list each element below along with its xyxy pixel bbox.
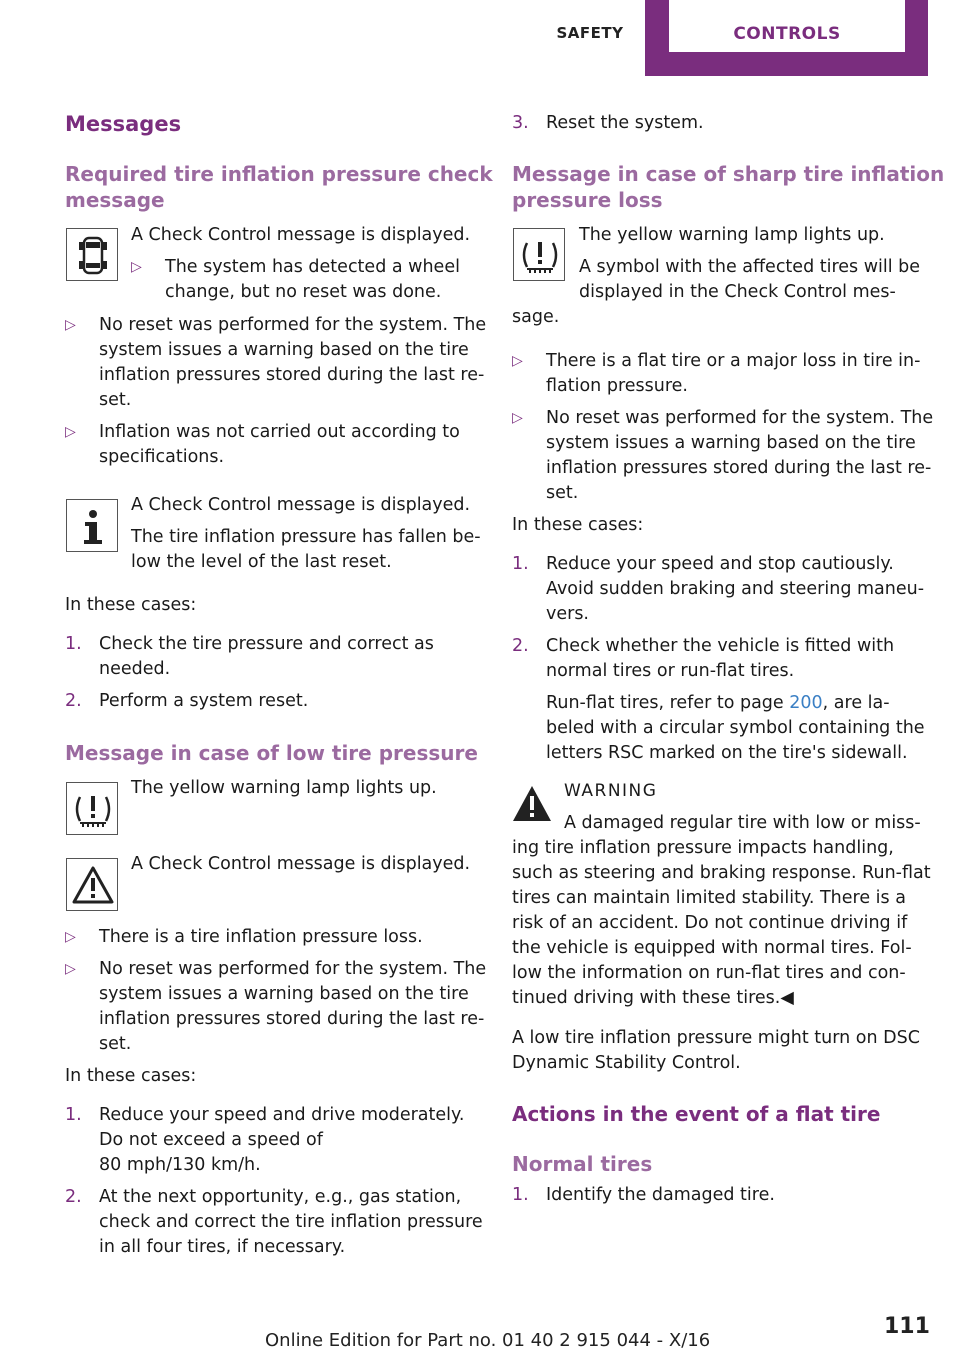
warning-line3: such as steering and braking response. Run-flat (512, 863, 931, 883)
heading-required-check-line1: Required tire inflation pressure check (65, 162, 493, 186)
list-number: 1. (65, 1105, 82, 1125)
warning-line5: risk of an accident. Do not continue driving if (512, 913, 908, 933)
info-text-2-line1: The tire inflation pressure has fallen be‐ (131, 527, 481, 547)
heading-low-pressure: Message in case of low tire pressure (65, 741, 478, 765)
n7-line1: Check whether the vehicle is fitted with (546, 636, 895, 656)
heading-actions-flat-tire: Actions in the event of a flat tire (512, 1102, 881, 1126)
req-sub-line1: The system has detected a wheel (165, 257, 460, 277)
list-number: 3. (512, 113, 529, 133)
cases-label-1: In these cases: (65, 595, 197, 615)
n2-line1: Perform a system reset. (99, 691, 309, 711)
bullet-marker: ▷ (131, 259, 142, 275)
header-tab-safety: SAFETY (556, 24, 624, 42)
dsc-line2: Dynamic Stability Control. (512, 1053, 741, 1073)
footer-edition: Online Edition for Part no. 01 40 2 915 044 - X/16 (265, 1330, 711, 1351)
list-number: 2. (65, 1187, 82, 1207)
b6-line2: system issues a warning based on the tire (546, 433, 916, 453)
runflat-text-b: , are la‐ (822, 693, 890, 713)
b4-line1: No reset was performed for the system. The (99, 959, 487, 979)
warning-triangle-icon (66, 858, 118, 911)
heading-normal-tires: Normal tires (512, 1152, 653, 1176)
runflat-text-a: Run-flat tires, refer to page (546, 693, 790, 713)
lamp-text: The yellow warning lamp lights up. (131, 778, 437, 798)
info-text-2-line2: low the level of the last reset. (131, 552, 392, 572)
bullet-marker: ▷ (65, 424, 76, 440)
list-number: 1. (512, 554, 529, 574)
b6-line3: inflation pressures stored during the last re‐ (546, 458, 932, 478)
b4-line2: system issues a warning based on the tire (99, 984, 469, 1004)
tire-pressure-warning-icon (513, 228, 565, 281)
car-tires-icon (66, 228, 118, 281)
warning-line2: ing tire inflation pressure impacts handling, (512, 838, 894, 858)
n7-line2: normal tires or run-flat tires. (546, 661, 795, 681)
runflat-line3: letters RSC marked on the tire's sidewall. (546, 743, 908, 763)
b1-line1: No reset was performed for the system. The (99, 315, 487, 335)
b5-line2: flation pressure. (546, 376, 688, 396)
n3-line2: Do not exceed a speed of (99, 1130, 323, 1150)
lamp2-text-2-line3: sage. (512, 307, 560, 327)
b6-line4: set. (546, 483, 579, 503)
heading-messages: Messages (65, 112, 182, 136)
b1-line2: system issues a warning based on the tire (99, 340, 469, 360)
list-number: 2. (65, 691, 82, 711)
b3-line1: There is a tire inflation pressure loss. (99, 927, 423, 947)
n6-line2: Avoid sudden braking and steering maneu‐ (546, 579, 925, 599)
info-text-1: A Check Control message is displayed. (131, 495, 471, 515)
heading-required-check-line2: message (65, 188, 165, 212)
b6-line1: No reset was performed for the system. The (546, 408, 934, 428)
bullet-marker: ▷ (512, 353, 523, 369)
runflat-line2: beled with a circular symbol containing the (546, 718, 925, 738)
bullet-marker: ▷ (65, 929, 76, 945)
n5-line1: Reset the system. (546, 113, 704, 133)
list-number: 1. (65, 634, 82, 654)
cases-label-3: In these cases: (512, 515, 644, 535)
triangle-text: A Check Control message is displayed. (131, 854, 471, 874)
warning-line7: low the information on run-flat tires and con‐ (512, 963, 906, 983)
header-tab-controls-label: CONTROLS (669, 0, 905, 52)
info-icon (66, 499, 118, 552)
page-number: 111 (884, 1314, 930, 1339)
n6-line1: Reduce your speed and stop cautiously. (546, 554, 894, 574)
b4-line3: inflation pressures stored during the last re‐ (99, 1009, 485, 1029)
bullet-marker: ▷ (65, 961, 76, 977)
n6-line3: vers. (546, 604, 589, 624)
warning-line6: the vehicle is equipped with normal tires. Fol‐ (512, 938, 912, 958)
b2-line2: specifications. (99, 447, 225, 467)
warning-title: WARNING (564, 781, 658, 801)
header-tab-controls (645, 0, 928, 76)
n4-line2: check and correct the tire inflation pressure (99, 1212, 483, 1232)
n1-line1: Check the tire pressure and correct as (99, 634, 434, 654)
n8-line1: Identify the damaged tire. (546, 1185, 775, 1205)
warning-line4: tires can maintain limited stability. There is a (512, 888, 906, 908)
runflat-line1 (546, 691, 890, 717)
bullet-marker: ▷ (65, 317, 76, 333)
list-number: 1. (512, 1185, 529, 1205)
heading-sharp-loss-line2: pressure loss (512, 188, 663, 212)
n1-line2: needed. (99, 659, 171, 679)
cases-label-2: In these cases: (65, 1066, 197, 1086)
b2-line1: Inflation was not carried out according to (99, 422, 460, 442)
warning-line8: tinued driving with these tires.◀ (512, 988, 794, 1008)
n4-line3: in all four tires, if necessary. (99, 1237, 346, 1257)
n3-line1: Reduce your speed and drive moderately. (99, 1105, 465, 1125)
lamp2-text-2-line2: displayed in the Check Control mes‐ (579, 282, 896, 302)
req-text: A Check Control message is displayed. (131, 225, 471, 245)
warning-triangle-icon (512, 785, 552, 822)
bullet-marker: ▷ (512, 410, 523, 426)
b1-line4: set. (99, 390, 132, 410)
list-number: 2. (512, 636, 529, 656)
b5-line1: There is a flat tire or a major loss in tire in‐ (546, 351, 921, 371)
lamp2-text-2-line1: A symbol with the affected tires will be (579, 257, 921, 277)
n3-line3: 80 mph/130 km/h. (99, 1155, 261, 1175)
lamp2-text-1: The yellow warning lamp lights up. (579, 225, 885, 245)
req-sub-line2: change, but no reset was done. (165, 282, 442, 302)
b4-line4: set. (99, 1034, 132, 1054)
tire-pressure-warning-icon (66, 782, 118, 835)
dsc-line1: A low tire inflation pressure might turn on DSC (512, 1028, 920, 1048)
n4-line1: At the next opportunity, e.g., gas station, (99, 1187, 462, 1207)
page-200-link[interactable]: 200 (789, 693, 823, 713)
warning-line1: A damaged regular tire with low or miss‐ (564, 813, 921, 833)
heading-sharp-loss-line1: Message in case of sharp tire inflation (512, 162, 945, 186)
b1-line3: inflation pressures stored during the last re‐ (99, 365, 485, 385)
